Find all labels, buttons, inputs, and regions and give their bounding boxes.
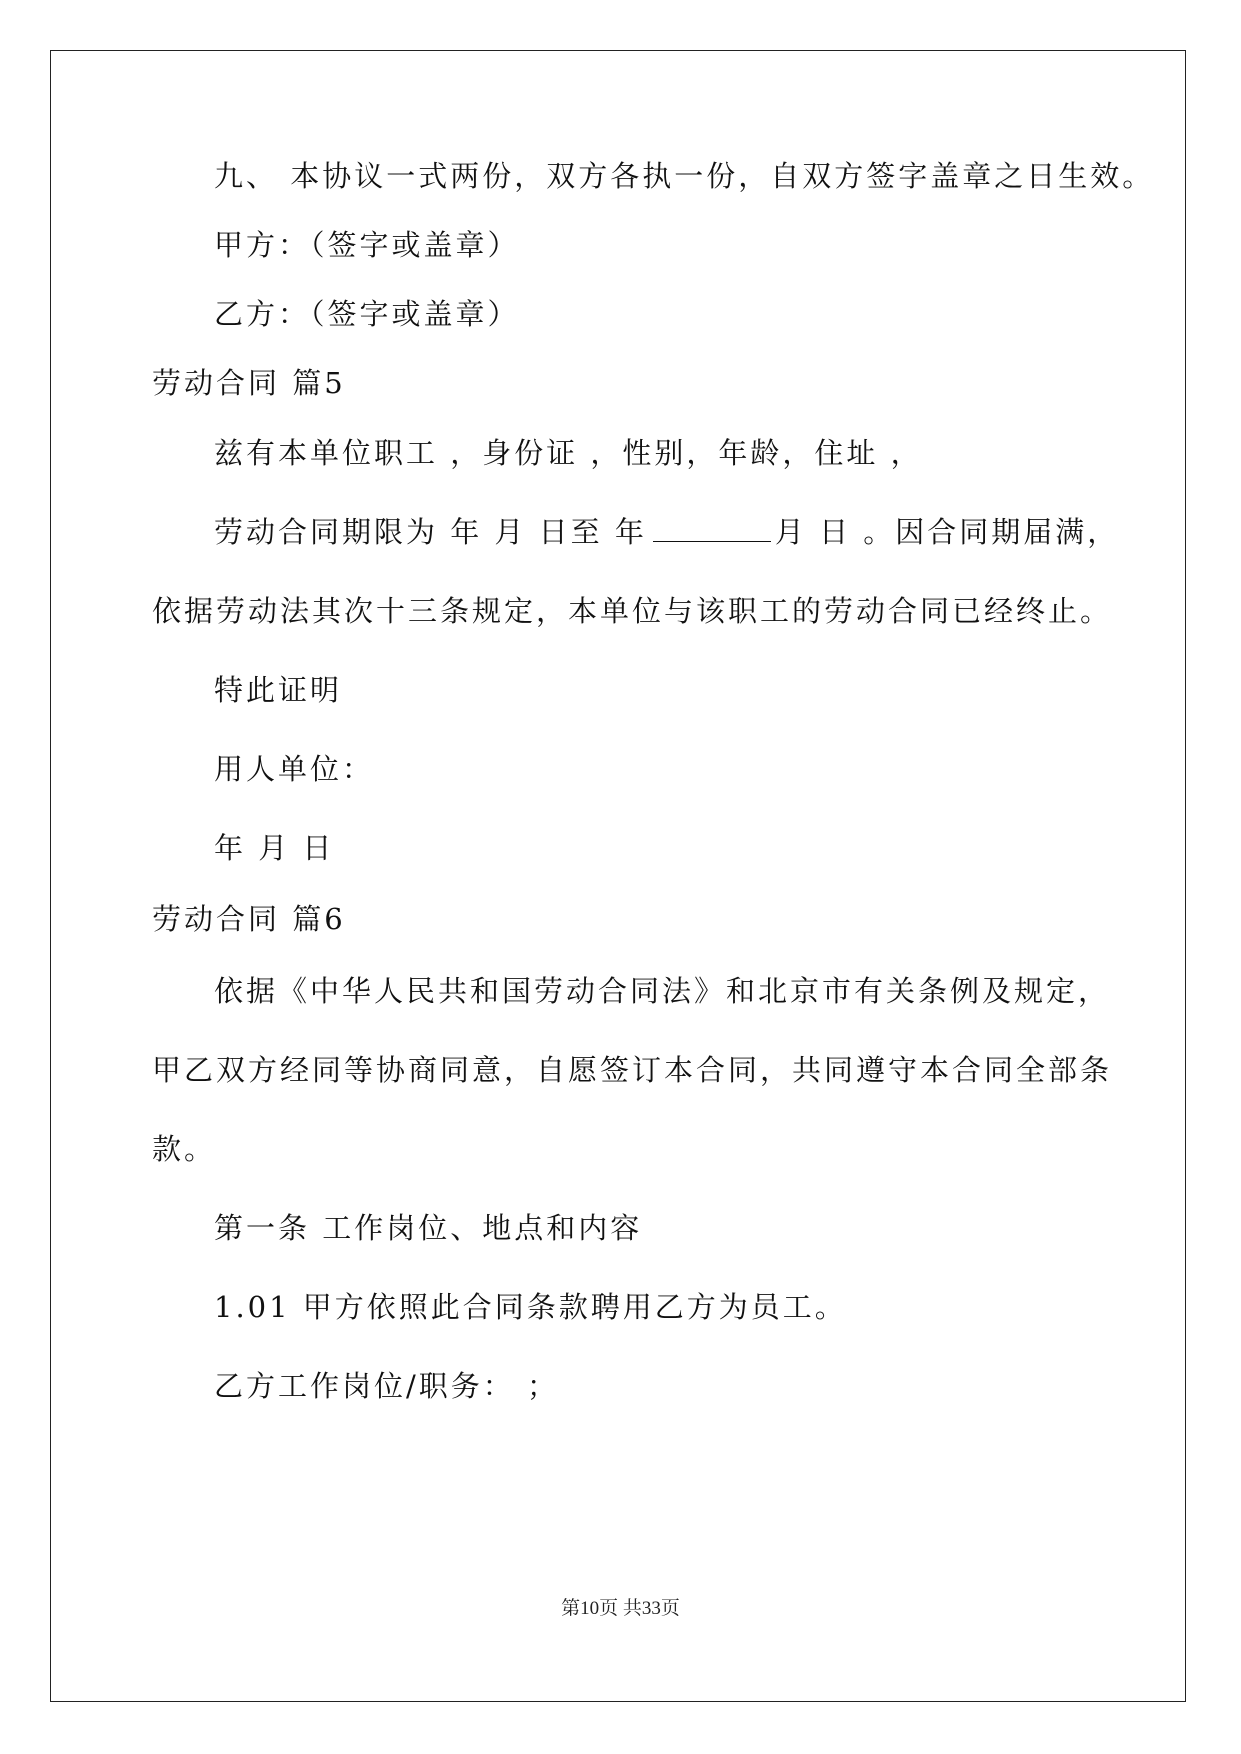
contract-term-line bbox=[214, 514, 1119, 550]
employee-info-line: 兹有本单位职工 ，身份证 ，性别，年龄，住址 ， bbox=[214, 436, 923, 470]
blank-underline bbox=[653, 515, 771, 542]
agreement-line-end: 款。 bbox=[152, 1132, 217, 1166]
contract-term-text: 劳动合同期限为 年 月 日至 年 bbox=[214, 515, 647, 549]
article-one-heading: 第一条 工作岗位、地点和内容 bbox=[214, 1211, 643, 1245]
contract-term-end-text: 月 日 。因合同期届满， bbox=[774, 515, 1120, 549]
date-line: 年 月 日 bbox=[214, 831, 335, 865]
agreement-line: 甲乙双方经同等协商同意，自愿签订本合同，共同遵守本合同全部条 bbox=[152, 1053, 1113, 1087]
employer-label: 用人单位： bbox=[214, 752, 375, 786]
section-heading-6: 劳动合同 篇6 bbox=[152, 902, 346, 936]
legal-basis-line: 依据《中华人民共和国劳动合同法》和北京市有关条例及规定， bbox=[214, 974, 1111, 1008]
job-position-line: 乙方工作岗位/职务： ； bbox=[214, 1369, 559, 1403]
certification-text: 特此证明 bbox=[214, 673, 343, 707]
page-number: 第10页 共33页 bbox=[561, 1598, 680, 1619]
party-a-signature: 甲方：（签字或盖章） bbox=[214, 228, 520, 262]
clause-1-01: 1.01 甲方依照此合同条款聘用乙方为员工。 bbox=[214, 1290, 847, 1324]
clause-nine: 九、 本协议一式两份，双方各执一份，自双方签字盖章之日生效。 bbox=[214, 159, 1155, 193]
termination-basis-line: 依据劳动法其次十三条规定，本单位与该职工的劳动合同已经终止。 bbox=[152, 594, 1113, 628]
section-heading-5: 劳动合同 篇5 bbox=[152, 366, 346, 400]
party-b-signature: 乙方：（签字或盖章） bbox=[214, 297, 520, 331]
